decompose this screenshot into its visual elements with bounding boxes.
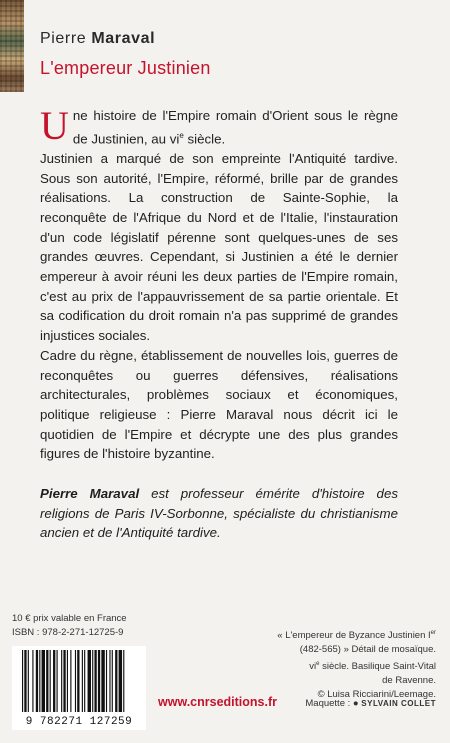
bio-name: Pierre Maraval (40, 486, 140, 501)
price-label: 10 € prix valable en France (12, 613, 127, 624)
author-bio (40, 484, 398, 543)
dropcap: U (40, 103, 69, 148)
author-last: Maraval (91, 30, 156, 47)
book-title: L'empereur Justinien (40, 58, 211, 78)
design-credit: Maquette : ● SYLVAIN COLLET (305, 698, 436, 709)
barcode-number: 9 782271 127259 (25, 716, 133, 728)
bio-text: est professeur émérite d'histoire des religions de Paris IV-Sorbonne, spécialiste du christianisme ancien et de l'Antiquité tardive. (40, 486, 398, 541)
blurb-paragraph-2: Justinien a marqué de son empreinte l'Antiquité tardive. Sous son autorité, l'Empire, réformé, brille par de grandes réalisations. La construction de Sainte-Sophie, la reconquête de l'Afrique du Nord et de l'Italie, l'instauration d'un code législatif pérenne sont quelques-unes de ses grandes œuvres. Cependant, si Justinien a été le dernier empereur à avoir réuni les deux parties de l'Empire romain, c'est au prix de l'appauvrissement de sa partie orientale. Et sa codification du droit romain n'a pas supprimé de grandes injustices sociales. (40, 150, 398, 344)
price-info (12, 612, 127, 640)
publisher-website[interactable]: www.cnrseditions.fr (158, 695, 278, 709)
author-name (40, 30, 155, 48)
blurb-paragraph-3: Cadre du règne, établissement de nouvelles lois, guerres de reconquêtes ou guerres défensives, réalisations architecturales, problèmes sociaux et économiques, politique religieuse : Pierre Maraval nous décrit ici le quotidien de l'Empire et décrypte une des plus grandes figures de l'histoire byzantine. (40, 347, 398, 462)
author-first: Pierre (40, 30, 87, 47)
blurb-paragraph-1: Une histoire de l'Empire romain d'Orient sous le règne de Justinien, au $vi^e$ siècle. (40, 103, 398, 148)
barcode-bars (12, 646, 146, 716)
isbn-label: ISBN : 978-2-271-12725-9 (12, 627, 124, 638)
image-credits: « L'empereur de Byzance Justinien Ier (482-565) » Détail de mosaïque. $vi^e$ siècle. Basilique Saint-Vital de Ravenne. © Luisa Ricciarini/Leemage. (277, 630, 436, 701)
barcode (12, 646, 146, 730)
cover-mosaic-image (0, 0, 24, 92)
blurb (40, 103, 398, 464)
designer-logo-icon: ● (352, 698, 359, 709)
